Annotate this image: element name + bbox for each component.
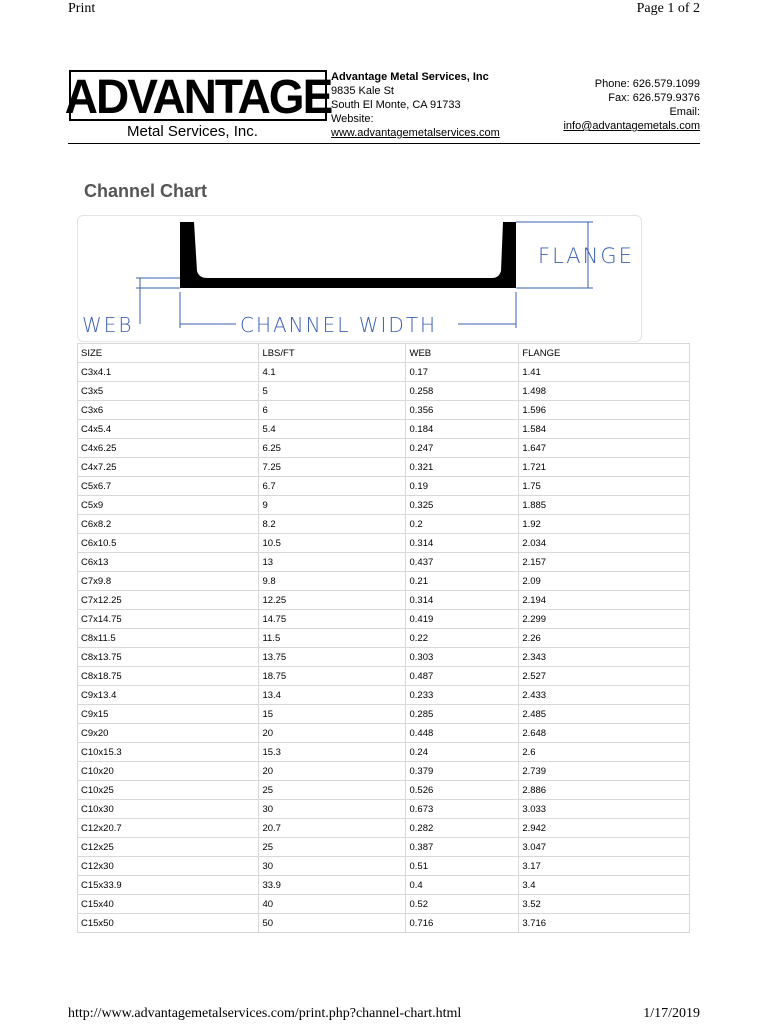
cell-web: 0.303 [406,648,519,667]
header-lbs-ft: LBS/FT [259,344,406,363]
table-row [78,610,690,629]
cell-flange: 2.26 [519,629,690,648]
print-label: Print [68,1,96,16]
page-number: Page 1 of 2 [636,1,700,16]
cell-lbs-ft: 9.8 [259,572,406,591]
cell-web: 0.325 [406,496,519,515]
table-row [78,876,690,895]
cell-lbs-ft: 6 [259,401,406,420]
header-size: SIZE [78,344,259,363]
table-header-row [78,344,690,363]
table-row [78,819,690,838]
cell-size: C15x40 [78,895,259,914]
cell-web: 0.258 [406,382,519,401]
cell-flange: 2.739 [519,762,690,781]
cell-size: C15x33.9 [78,876,259,895]
cell-web: 0.387 [406,838,519,857]
cell-web: 0.184 [406,420,519,439]
table-row [78,572,690,591]
cell-web: 0.51 [406,857,519,876]
channel-diagram [77,215,642,342]
cell-flange: 2.299 [519,610,690,629]
cell-flange: 2.648 [519,724,690,743]
cell-flange: 2.942 [519,819,690,838]
cell-flange: 1.92 [519,515,690,534]
table-row [78,838,690,857]
cell-web: 0.282 [406,819,519,838]
cell-web: 0.2 [406,515,519,534]
cell-flange: 3.4 [519,876,690,895]
cell-lbs-ft: 30 [259,857,406,876]
cell-web: 0.21 [406,572,519,591]
cell-lbs-ft: 14.75 [259,610,406,629]
cell-lbs-ft: 6.7 [259,477,406,496]
cell-web: 0.233 [406,686,519,705]
cell-lbs-ft: 13.4 [259,686,406,705]
cell-web: 0.419 [406,610,519,629]
cell-size: C12x30 [78,857,259,876]
cell-lbs-ft: 9 [259,496,406,515]
cell-flange: 1.596 [519,401,690,420]
cell-lbs-ft: 18.75 [259,667,406,686]
footer-date: 1/17/2019 [643,1006,700,1021]
cell-size: C4x7.25 [78,458,259,477]
header-web: WEB [406,344,519,363]
company-logo [64,68,332,144]
table-row [78,857,690,876]
cell-lbs-ft: 13.75 [259,648,406,667]
company-street: 9835 Kale St [331,85,394,97]
cell-lbs-ft: 50 [259,914,406,933]
website-label: Website: [331,113,374,125]
table-row [78,686,690,705]
logo-subtitle: Metal Services, Inc. [127,123,258,140]
cell-size: C9x13.4 [78,686,259,705]
cell-size: C3x4.1 [78,363,259,382]
table-row [78,515,690,534]
cell-lbs-ft: 30 [259,800,406,819]
cell-lbs-ft: 15.3 [259,743,406,762]
cell-size: C9x20 [78,724,259,743]
cell-flange: 3.047 [519,838,690,857]
cell-lbs-ft: 20 [259,724,406,743]
table-row [78,382,690,401]
cell-web: 0.487 [406,667,519,686]
cell-lbs-ft: 12.25 [259,591,406,610]
company-city: South El Monte, CA 91733 [331,99,461,111]
cell-flange: 2.09 [519,572,690,591]
cell-lbs-ft: 20.7 [259,819,406,838]
cell-web: 0.673 [406,800,519,819]
cell-flange: 2.485 [519,705,690,724]
cell-flange: 1.647 [519,439,690,458]
cell-web: 0.379 [406,762,519,781]
table-row [78,534,690,553]
cell-web: 0.314 [406,591,519,610]
cell-flange: 2.433 [519,686,690,705]
cell-lbs-ft: 6.25 [259,439,406,458]
cell-size: C8x18.75 [78,667,259,686]
cell-size: C6x13 [78,553,259,572]
cell-size: C3x5 [78,382,259,401]
cell-size: C10x15.3 [78,743,259,762]
cell-web: 0.17 [406,363,519,382]
company-name: Advantage Metal Services, Inc [331,71,489,83]
cell-lbs-ft: 4.1 [259,363,406,382]
cell-lbs-ft: 5 [259,382,406,401]
table-row [78,800,690,819]
table-body [78,363,690,933]
page-title: Channel Chart [84,181,208,201]
table-row [78,648,690,667]
contact-info [563,77,700,133]
cell-flange: 2.034 [519,534,690,553]
cell-flange: 2.157 [519,553,690,572]
table-row [78,762,690,781]
table-row [78,477,690,496]
email-label: Email: [669,106,700,118]
email-link[interactable]: info@advantagemetals.com [563,120,700,132]
cell-size: C5x9 [78,496,259,515]
cell-web: 0.24 [406,743,519,762]
web-dimension [136,278,180,324]
cell-lbs-ft: 7.25 [259,458,406,477]
channel-diagram-svg [78,216,643,343]
cell-size: C12x25 [78,838,259,857]
table-row [78,667,690,686]
cell-web: 0.448 [406,724,519,743]
cell-size: C10x20 [78,762,259,781]
table-row [78,401,690,420]
cell-lbs-ft: 8.2 [259,515,406,534]
channel-profile-shape [180,222,516,288]
cell-size: C4x6.25 [78,439,259,458]
cell-flange: 2.6 [519,743,690,762]
cell-lbs-ft: 25 [259,838,406,857]
cell-lbs-ft: 15 [259,705,406,724]
cell-flange: 2.343 [519,648,690,667]
cell-size: C15x50 [78,914,259,933]
cell-flange: 1.721 [519,458,690,477]
phone-number: Phone: 626.579.1099 [594,78,700,90]
table-row [78,781,690,800]
flange-label: FLANGE [538,244,634,268]
cell-flange: 1.584 [519,420,690,439]
cell-size: C12x20.7 [78,819,259,838]
table-row [78,895,690,914]
table-row [78,743,690,762]
cell-flange: 3.17 [519,857,690,876]
cell-flange: 2.527 [519,667,690,686]
website-link[interactable]: www.advantagemetalservices.com [331,127,500,139]
table-row [78,914,690,933]
cell-size: C7x14.75 [78,610,259,629]
cell-lbs-ft: 5.4 [259,420,406,439]
cell-web: 0.19 [406,477,519,496]
cell-size: C3x6 [78,401,259,420]
fax-number: Fax: 626.579.9376 [608,92,700,104]
width-label: CHANNEL WIDTH [240,313,438,337]
table-row [78,629,690,648]
cell-lbs-ft: 33.9 [259,876,406,895]
table-row [78,553,690,572]
web-label: WEB [82,313,134,337]
cell-size: C7x12.25 [78,591,259,610]
cell-flange: 1.41 [519,363,690,382]
cell-flange: 1.885 [519,496,690,515]
cell-web: 0.526 [406,781,519,800]
cell-size: C6x10.5 [78,534,259,553]
cell-web: 0.356 [406,401,519,420]
cell-web: 0.321 [406,458,519,477]
cell-web: 0.437 [406,553,519,572]
table-row [78,496,690,515]
cell-web: 0.314 [406,534,519,553]
cell-lbs-ft: 40 [259,895,406,914]
cell-size: C9x15 [78,705,259,724]
cell-web: 0.22 [406,629,519,648]
cell-lbs-ft: 25 [259,781,406,800]
table-row [78,591,690,610]
footer-url: http://www.advantagemetalservices.com/print.php?channel-chart.html [68,1006,462,1021]
cell-size: C5x6.7 [78,477,259,496]
table-row [78,439,690,458]
cell-size: C8x11.5 [78,629,259,648]
cell-web: 0.247 [406,439,519,458]
table-row [78,724,690,743]
table-row [78,420,690,439]
table-row [78,458,690,477]
cell-flange: 3.716 [519,914,690,933]
cell-flange: 2.194 [519,591,690,610]
table-row [78,705,690,724]
cell-size: C6x8.2 [78,515,259,534]
cell-web: 0.716 [406,914,519,933]
cell-flange: 3.52 [519,895,690,914]
header-divider [68,143,700,144]
cell-flange: 1.498 [519,382,690,401]
cell-size: C8x13.75 [78,648,259,667]
cell-lbs-ft: 10.5 [259,534,406,553]
cell-web: 0.52 [406,895,519,914]
cell-size: C10x25 [78,781,259,800]
cell-web: 0.285 [406,705,519,724]
cell-flange: 3.033 [519,800,690,819]
cell-size: C10x30 [78,800,259,819]
table-row [78,363,690,382]
cell-lbs-ft: 13 [259,553,406,572]
logo-wordmark: ADVANTAGE [64,68,332,123]
cell-size: C4x5.4 [78,420,259,439]
cell-flange: 1.75 [519,477,690,496]
cell-lbs-ft: 20 [259,762,406,781]
header-flange: FLANGE [519,344,690,363]
cell-size: C7x9.8 [78,572,259,591]
company-address [331,70,500,140]
cell-web: 0.4 [406,876,519,895]
cell-lbs-ft: 11.5 [259,629,406,648]
cell-flange: 2.886 [519,781,690,800]
channel-table [77,343,690,933]
